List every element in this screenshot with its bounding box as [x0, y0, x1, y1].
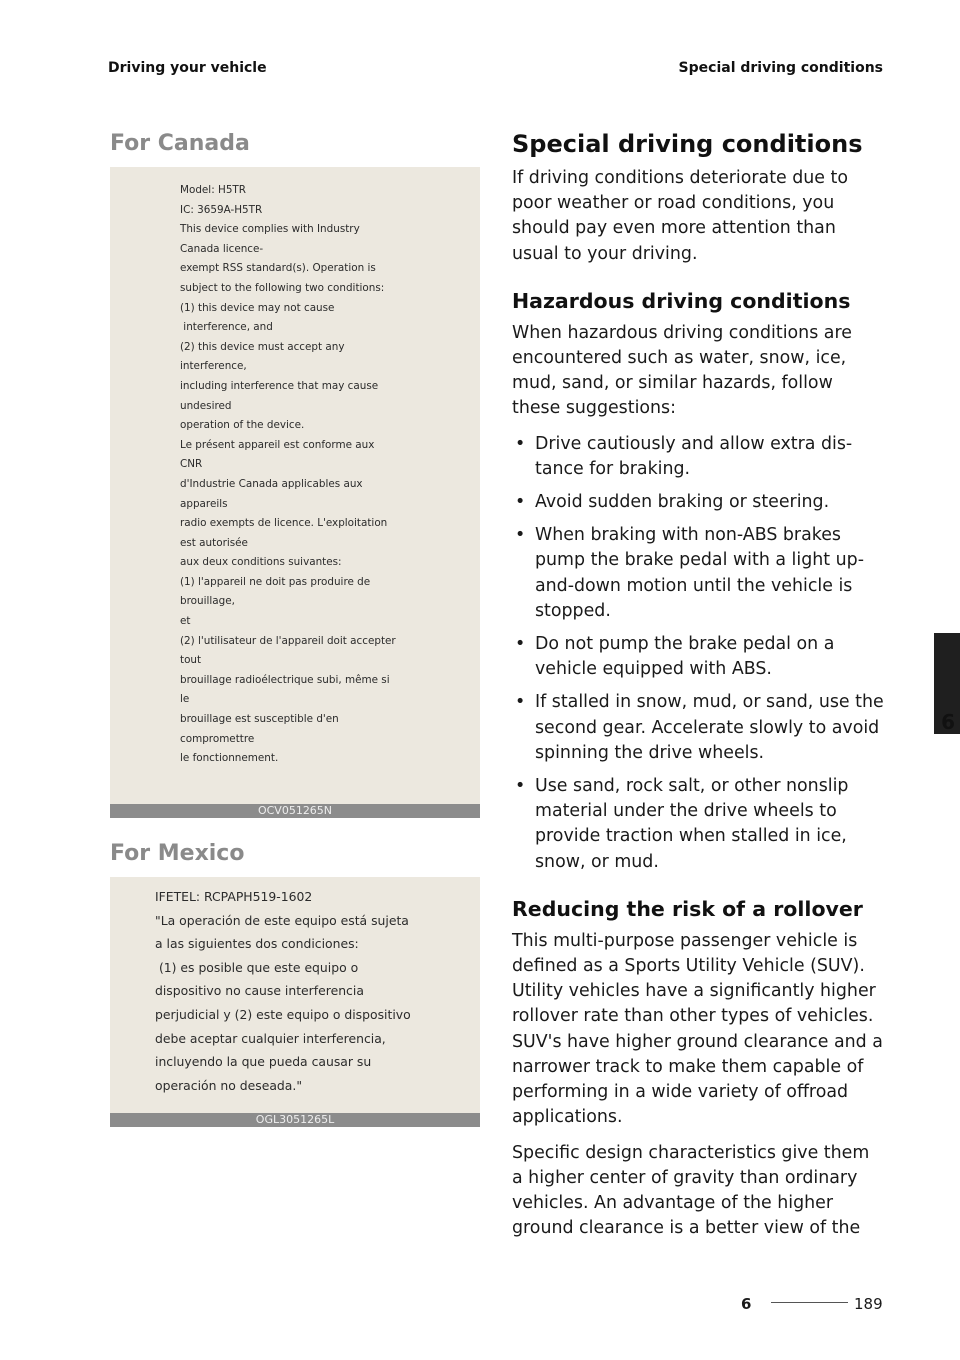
label-line: et — [180, 615, 191, 628]
section-title: Special driving conditions — [512, 130, 863, 158]
label-line: brouillage radioélectrique subi, même si — [180, 673, 390, 686]
bullet-item: • If stalled in snow, mud, or sand, use the second gear. Accelerate slowly to avoid spinning the drive wheels. — [512, 690, 884, 766]
footer-divider — [771, 1302, 848, 1303]
label-line: (1) this device may not cause — [180, 301, 335, 314]
mexico-label-text — [155, 885, 411, 1097]
label-line: operación no deseada." — [155, 1077, 303, 1093]
label-line: radio exempts de licence. L'exploitation — [180, 517, 388, 530]
label-line: "La operación de este equipo está sujeta — [155, 912, 409, 928]
main-text-column — [512, 130, 884, 1251]
label-line: brouillage est susceptible d'en — [180, 713, 339, 726]
label-line: including interference that may cause — [180, 379, 379, 392]
label-line: (1) l'appareil ne doit pas produire de — [180, 575, 371, 588]
rollover-paragraph-2: Specific design characteristics give them a higher center of gravity than ordinary vehicles. An advantage of the higher ground clearance is a better view of the — [512, 1142, 870, 1239]
label-line: (2) l'utilisateur de l'appareil doit accepter — [180, 634, 396, 647]
label-line: le — [180, 693, 190, 706]
hazard-paragraph: When hazardous driving conditions are encountered such as water, snow, ice, mud, sand, or similar hazards, follow these suggestions: — [512, 322, 852, 419]
bullet-item: • Do not pump the brake pedal on a vehicle equipped with ABS. — [512, 632, 884, 682]
label-line: brouillage, — [180, 595, 235, 608]
label-line: Le présent appareil est conforme aux — [180, 438, 375, 451]
chapter-tab-number: 6 — [941, 710, 955, 734]
label-line: undesired — [180, 399, 232, 412]
hazard-bullet-list — [512, 432, 884, 875]
bullet-item: • Drive cautiously and allow extra dis-tance for braking. — [512, 432, 884, 482]
rollover-heading: Reducing the risk of a rollover — [512, 896, 863, 921]
mexico-heading: For Mexico — [110, 841, 245, 866]
bullet-item: • Avoid sudden braking or steering. — [512, 490, 884, 515]
canada-label-image — [110, 167, 480, 818]
page-number: 189 — [854, 1295, 883, 1313]
mexico-image-code: OGL3051265L — [110, 1113, 480, 1127]
label-line: appareils — [180, 497, 228, 510]
bullet-item: • When braking with non-ABS brakes pump the brake pedal with a light up-and-down motion until the vehicle is stopped. — [512, 523, 884, 624]
label-line: d'Industrie Canada applicables aux — [180, 477, 363, 490]
label-line: IC: 3659A-H5TR — [180, 203, 263, 216]
label-line: dispositivo no cause interferencia — [155, 983, 364, 999]
canada-heading: For Canada — [110, 131, 250, 156]
label-line: debe aceptar cualquier interferencia, — [155, 1030, 386, 1046]
hazard-heading: Hazardous driving conditions — [512, 288, 851, 313]
footer-chapter-number: 6 — [741, 1295, 752, 1313]
canada-image-code: OCV051265N — [110, 804, 480, 818]
label-line: CNR — [180, 458, 203, 471]
running-header-section: Driving your vehicle — [108, 60, 267, 76]
label-line: exempt RSS standard(s). Operation is — [180, 262, 376, 275]
label-line: compromettre — [180, 732, 255, 745]
bullet-item: • Use sand, rock salt, or other nonslip material under the drive wheels to provide traction when stalled in ice, snow, or mud. — [512, 774, 884, 875]
label-line: est autorisée — [180, 536, 248, 549]
canada-label-text — [180, 181, 396, 769]
label-line: (1) es posible que este equipo o — [155, 959, 359, 975]
label-line: IFETEL: RCPAPH519-1602 — [155, 889, 313, 904]
label-line: Model: H5TR — [180, 184, 246, 196]
running-header-topic: Special driving conditions — [678, 60, 883, 76]
label-line: incluyendo la que pueda causar su — [155, 1054, 372, 1070]
label-line: a las siguientes dos condiciones: — [155, 936, 359, 952]
label-line: interference, and — [180, 321, 273, 334]
label-line: interference, — [180, 360, 247, 373]
label-line: This device complies with Industry — [180, 223, 360, 236]
label-line: perjudicial y (2) este equipo o dispositivo — [155, 1006, 411, 1022]
label-line: Canada licence- — [180, 242, 264, 255]
label-line: operation of the device. — [180, 419, 305, 432]
label-line: subject to the following two conditions: — [180, 281, 385, 294]
rollover-paragraph-1: This multi-purpose passenger vehicle is defined as a Sports Utility Vehicle (SUV). Utility vehicles have a significantly higher rollover rate than other types of vehicles. SUV's have higher ground clearance and a narrower track to make them capable of performing in a wide variety of offroad applications. — [512, 930, 883, 1128]
intro-paragraph: If driving conditions deteriorate due to poor weather or road conditions, you should pay even more attention than usual to your driving. — [512, 168, 848, 264]
mexico-label-image — [110, 877, 480, 1127]
label-line: tout — [180, 654, 202, 667]
label-line: le fonctionnement. — [180, 752, 279, 765]
label-line: aux deux conditions suivantes: — [180, 556, 342, 569]
label-line: (2) this device must accept any — [180, 340, 345, 353]
